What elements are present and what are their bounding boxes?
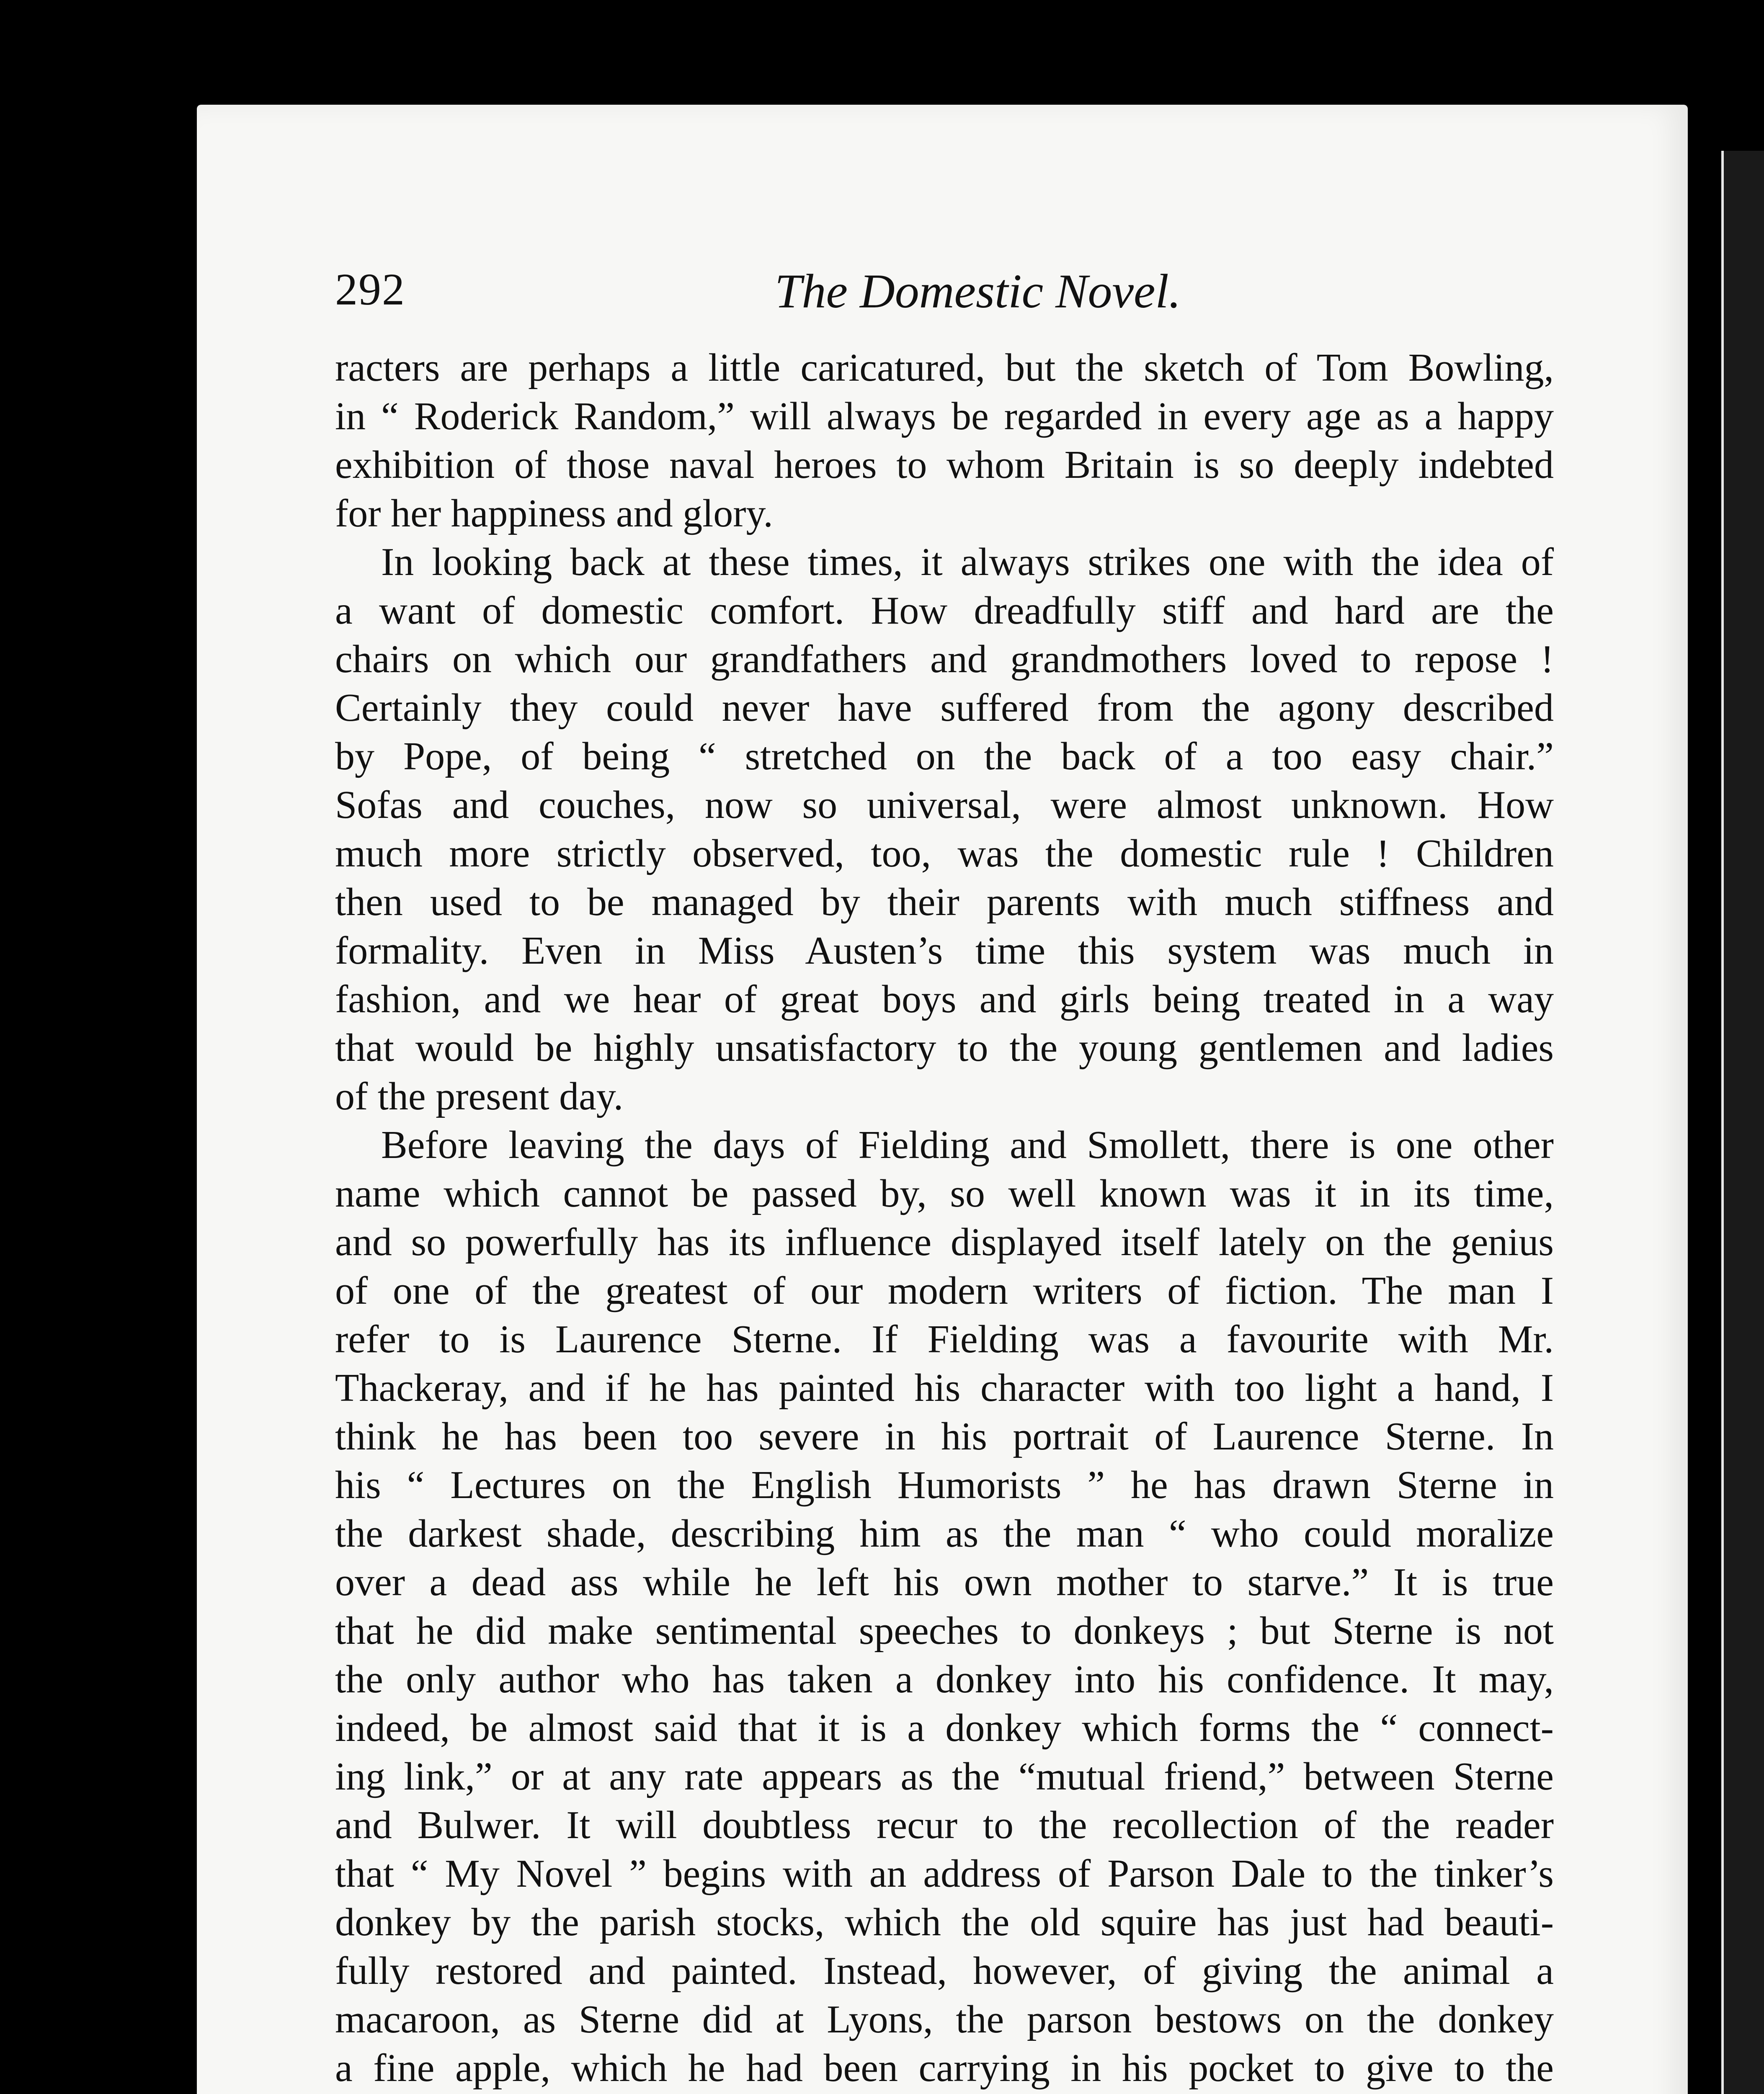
text-line: for her happiness and glory.: [335, 492, 773, 535]
text-line: the darkest shade, describing him as the man “ who could moralize: [335, 1512, 1554, 1555]
text-line: Thackeray, and if he has painted his character with too light a hand, I: [335, 1366, 1554, 1410]
running-head: The Domestic Novel.: [775, 265, 1181, 318]
text-line: refer to is Laurence Sterne. If Fielding was a favourite with Mr.: [335, 1318, 1554, 1361]
adjacent-page-edge: [1721, 151, 1764, 2094]
text-line: racters are perhaps a little caricatured, but the sketch of Tom Bowling,: [335, 346, 1554, 389]
text-line: fully restored and painted. Instead, however, of giving the animal a: [335, 1949, 1554, 1993]
text-line: macaroon, as Sterne did at Lyons, the parson bestows on the donkey: [335, 1998, 1554, 2041]
text-line: Before leaving the days of Fielding and Smollett, there is one other: [381, 1123, 1554, 1167]
text-line: by Pope, of being “ stretched on the back of a too easy chair.”: [335, 735, 1554, 778]
text-line: a fine apple, which he had been carrying in his pocket to give to the: [335, 2046, 1554, 2090]
text-line: and Bulwer. It will doubtless recur to the recollection of the reader: [335, 1803, 1554, 1847]
text-line: name which cannot be passed by, so well known was it in its time,: [335, 1172, 1554, 1215]
text-line: exhibition of those naval heroes to whom Britain is so deeply indebted: [335, 443, 1554, 487]
text-line: [335, 2092, 1554, 2094]
text-line: that he did make sentimental speeches to donkeys ; but Sterne is not: [335, 1609, 1554, 1653]
text-line: chairs on which our grandfathers and grandmothers loved to repose !: [335, 637, 1554, 681]
text-line: then used to be managed by their parents with much stiffness and: [335, 880, 1554, 924]
text-line: In looking back at these times, it always strikes one with the idea of: [381, 540, 1554, 584]
page-header: [335, 264, 1550, 331]
text-line: of the present day.: [335, 1075, 624, 1118]
text-line: that would be highly unsatisfactory to the young gentlemen and ladies: [335, 1026, 1554, 1070]
text-line: of one of the greatest of our modern writers of fiction. The man I: [335, 1269, 1554, 1313]
text-line: much more strictly observed, too, was the domestic rule ! Children: [335, 832, 1554, 875]
text-line: formality. Even in Miss Austen’s time this system was much in: [335, 929, 1554, 972]
text-line: that “ My Novel ” begins with an address of Parson Dale to the tinker’s: [335, 1852, 1554, 1895]
text-line: donkey by the parish stocks, which the old squire has just had beauti-: [335, 1901, 1554, 1944]
body-text: [335, 343, 1554, 2094]
text-line: the only author who has taken a donkey into his confidence. It may,: [335, 1658, 1554, 1701]
text-line: in “ Roderick Random,” will always be regarded in every age as a happy: [335, 395, 1554, 438]
text-line: fashion, and we hear of great boys and girls being treated in a way: [335, 977, 1554, 1021]
text-line: think he has been too severe in his portrait of Laurence Sterne. In: [335, 1415, 1554, 1458]
text-line: his “ Lectures on the English Humorists ” he has drawn Sterne in: [335, 1463, 1554, 1507]
page-number: 292: [335, 265, 405, 315]
text-line: indeed, be almost said that it is a donkey which forms the “ connect-: [335, 1706, 1554, 1750]
text-line: ing link,” or at any rate appears as the “mutual friend,” between Sterne: [335, 1755, 1554, 1798]
text-line: a want of domestic comfort. How dreadfully stiff and hard are the: [335, 589, 1554, 632]
text-line: Sofas and couches, now so universal, were almost unknown. How: [335, 783, 1554, 827]
text-line: and so powerfully has its influence displayed itself lately on the genius: [335, 1220, 1554, 1264]
text-line: Certainly they could never have suffered from the agony described: [335, 686, 1554, 730]
text-line: over a dead ass while he left his own mother to starve.” It is true: [335, 1560, 1554, 1604]
